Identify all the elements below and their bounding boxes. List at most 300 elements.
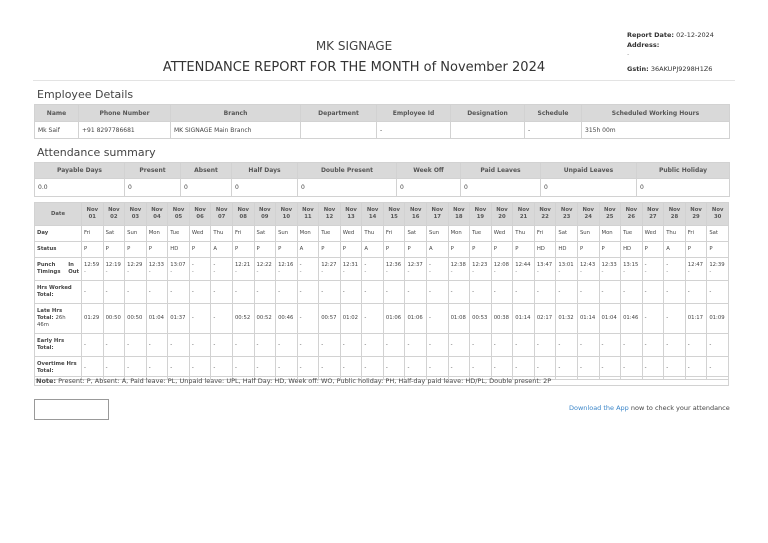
date-header: Nov 21 [513, 203, 535, 226]
attendance-value: - [429, 341, 431, 348]
attendance-cell [427, 258, 449, 281]
attendance-value: - [558, 364, 561, 371]
date-header: Nov 10 [276, 203, 298, 226]
attendance-value: - [191, 341, 194, 348]
attendance-value: - [515, 288, 518, 295]
summary-column-header: Unpaid Leaves [541, 163, 637, 179]
attendance-cell [664, 334, 686, 357]
attendance-value: 12:37 [407, 262, 423, 268]
attendance-value: Sat [407, 230, 417, 236]
attendance-value: 12:27 [321, 262, 337, 268]
attendance-value: - [191, 262, 194, 268]
date-header: Nov 16 [405, 203, 427, 226]
attendance-value: - [709, 364, 712, 371]
attendance-value: 01:02 [342, 315, 359, 321]
attendance-value: - [256, 341, 259, 348]
attendance-cell [642, 242, 664, 258]
attendance-cell [513, 258, 535, 281]
attendance-value: - [105, 364, 108, 371]
attendance-value: 12:47 [687, 262, 704, 268]
attendance-value: 00:57 [321, 315, 337, 321]
attendance-cell [383, 226, 405, 242]
attendance-cell [276, 242, 298, 258]
punch-out-value: - [148, 269, 151, 275]
punch-out-value: - [536, 269, 539, 275]
attendance-cell [82, 334, 104, 357]
row-label-text: Status [37, 246, 57, 252]
attendance-value: - [127, 364, 130, 371]
attendance-value: P [407, 246, 411, 252]
employee-column-header: Scheduled Working Hours [582, 105, 730, 122]
attendance-value: - [666, 315, 669, 321]
attendance-value: - [429, 364, 431, 371]
attendance-cell [621, 258, 643, 281]
attendance-value: - [127, 341, 130, 348]
attendance-cell [168, 242, 190, 258]
date-header: Nov 12 [319, 203, 341, 226]
attendance-value: - [429, 262, 431, 268]
punch-out-value: - [256, 269, 259, 275]
summary-cell: 0 [232, 179, 298, 197]
attendance-value: - [407, 288, 410, 295]
attendance-cell [599, 334, 621, 357]
download-app-prompt [569, 404, 730, 412]
employee-cell: MK SIGNAGE Main Branch [171, 122, 301, 139]
attendance-value: 12:19 [105, 262, 121, 268]
attendance-cell [125, 258, 147, 281]
row-label [35, 226, 82, 242]
attendance-value: - [213, 315, 216, 321]
date-header: Nov 27 [642, 203, 664, 226]
row-label-extra: 26h 46m [37, 315, 66, 328]
attendance-cell [685, 304, 707, 334]
attendance-value: - [579, 341, 582, 348]
summary-cell: 0 [125, 179, 181, 197]
attendance-cell [707, 281, 729, 304]
attendance-value: - [84, 341, 86, 348]
attendance-cell [146, 242, 168, 258]
attendance-cell [103, 281, 125, 304]
attendance-cell [448, 281, 470, 304]
attendance-cell [340, 304, 362, 334]
employee-cell [451, 122, 525, 139]
attendance-cell [685, 334, 707, 357]
attendance-cell [297, 242, 319, 258]
summary-section-title: Attendance summary [37, 146, 156, 159]
attendance-cell [513, 226, 535, 242]
attendance-value: P [450, 246, 454, 252]
attendance-value: Wed [644, 230, 657, 236]
attendance-value: Thu [364, 230, 375, 236]
attendance-value: - [515, 341, 518, 348]
attendance-cell [254, 334, 276, 357]
row-label-text: Late Hrs Total: [37, 308, 63, 321]
attendance-value: Sun [579, 230, 591, 236]
attendance-cell [340, 281, 362, 304]
attendance-cell [577, 334, 599, 357]
attendance-value: 12:22 [256, 262, 272, 268]
attendance-value: Sun [278, 230, 289, 236]
summary-column-header: Double Present [298, 163, 397, 179]
punch-out-value: - [127, 269, 130, 275]
attendance-value: - [407, 364, 410, 371]
date-header: Nov 17 [427, 203, 449, 226]
attendance-value: - [687, 341, 690, 348]
attendance-value: - [321, 364, 324, 371]
attendance-cell [82, 281, 104, 304]
attendance-cell [125, 334, 147, 357]
attendance-row [35, 304, 729, 334]
attendance-cell [599, 226, 621, 242]
attendance-value: A [299, 246, 304, 252]
punch-out-value: - [385, 269, 388, 275]
attendance-value: - [321, 341, 324, 348]
attendance-value: - [170, 364, 173, 371]
gstin-value: 36AKUPJ9298H1Z6 [650, 64, 713, 73]
employee-cell: - [377, 122, 451, 139]
punch-out-label: Out [68, 269, 79, 275]
attendance-cell [405, 334, 427, 357]
attendance-value: - [256, 288, 259, 295]
attendance-cell [189, 258, 211, 281]
attendance-cell [664, 281, 686, 304]
attendance-value: - [84, 288, 86, 295]
attendance-cell [103, 304, 125, 334]
attendance-value: - [429, 288, 431, 295]
summary-column-header: Paid Leaves [461, 163, 541, 179]
attendance-value: Tue [170, 230, 180, 236]
attendance-cell [491, 304, 513, 334]
attendance-value: - [191, 364, 194, 371]
attendance-cell [254, 226, 276, 242]
attendance-cell [470, 226, 492, 242]
attendance-cell [232, 242, 254, 258]
attendance-value: 13:07 [170, 262, 186, 268]
date-header: Nov 28 [664, 203, 686, 226]
attendance-cell [146, 281, 168, 304]
attendance-cell [427, 281, 449, 304]
attendance-value: Sat [558, 230, 568, 236]
summary-column-header: Week Off [397, 163, 461, 179]
summary-column-header: Half Days [232, 163, 298, 179]
attendance-cell [319, 258, 341, 281]
attendance-value: 12:59 [84, 262, 100, 268]
attendance-value: 01:04 [148, 315, 164, 321]
attendance-value: 00:52 [256, 315, 272, 321]
signature-box [34, 399, 109, 420]
company-name: MK SIGNAGE [315, 39, 393, 53]
attendance-cell [319, 334, 341, 357]
summary-column-header: Payable Days [35, 163, 125, 179]
note-text: Present: P, Absent: A, Paid leave: PL, Unpaid leave: UPL, Half Day: HD, Week off: WO, Public holiday: PH, Half-day paid leave: HD/PL, Double present: 2P [58, 377, 552, 385]
attendance-cell [254, 242, 276, 258]
attendance-value: - [278, 341, 280, 348]
attendance-cell [362, 258, 384, 281]
attendance-value: - [170, 288, 173, 295]
employee-column-header: Branch [171, 105, 301, 122]
attendance-cell [577, 304, 599, 334]
attendance-cell [82, 304, 104, 334]
employee-cell: Mk Saif [35, 122, 79, 139]
attendance-cell [232, 281, 254, 304]
attendance-value: Sun [127, 230, 138, 236]
employee-column-header: Phone Number [79, 105, 171, 122]
attendance-cell [642, 304, 664, 334]
punch-out-value: - [666, 269, 669, 275]
attendance-cell [362, 242, 384, 258]
row-label [35, 242, 82, 258]
attendance-cell [513, 242, 535, 258]
attendance-cell [276, 334, 298, 357]
attendance-value: 01:32 [558, 315, 574, 321]
attendance-cell [276, 281, 298, 304]
attendance-cell [254, 304, 276, 334]
report-title: ATTENDANCE REPORT FOR THE MONTH of November 2024 [162, 60, 546, 75]
attendance-cell [146, 226, 168, 242]
attendance-cell [642, 334, 664, 357]
attendance-cell [491, 334, 513, 357]
attendance-value: - [299, 341, 302, 348]
attendance-value: 01:09 [709, 315, 725, 321]
attendance-summary-table [34, 162, 730, 197]
date-header: Nov 18 [448, 203, 470, 226]
attendance-value: A [429, 246, 433, 252]
attendance-cell [621, 334, 643, 357]
attendance-value: - [299, 364, 302, 371]
attendance-cell [707, 242, 729, 258]
attendance-value: - [429, 315, 431, 321]
attendance-value: - [450, 341, 453, 348]
attendance-cell [470, 242, 492, 258]
attendance-cell [513, 334, 535, 357]
employee-column-header: Name [35, 105, 79, 122]
summary-cell: 0 [541, 179, 637, 197]
attendance-value: Sat [709, 230, 718, 236]
attendance-value: 12:43 [579, 262, 596, 268]
employee-section-title: Employee Details [37, 88, 134, 101]
attendance-value: P [84, 246, 88, 252]
row-label [35, 334, 82, 357]
attendance-cell [577, 226, 599, 242]
row-label-text: Early Hrs Total: [37, 338, 65, 351]
attendance-cell [599, 281, 621, 304]
attendance-cell [405, 281, 427, 304]
attendance-cell [362, 304, 384, 334]
attendance-cell [577, 281, 599, 304]
attendance-value: - [321, 288, 324, 295]
download-app-link[interactable]: Download the App [569, 404, 629, 412]
attendance-value: Thu [515, 230, 526, 236]
attendance-value: A [666, 246, 670, 252]
summary-cell: 0 [298, 179, 397, 197]
attendance-cell [707, 334, 729, 357]
attendance-value: 12:16 [278, 262, 294, 268]
punch-out-value: - [644, 269, 647, 275]
date-header: Nov 24 [577, 203, 599, 226]
attendance-cell [664, 242, 686, 258]
attendance-value: - [299, 262, 302, 268]
summary-column-header: Absent [181, 163, 232, 179]
attendance-value: P [601, 246, 605, 252]
report-meta [627, 31, 714, 74]
attendance-cell [556, 334, 578, 357]
attendance-cell [491, 258, 513, 281]
date-header: Nov 22 [534, 203, 556, 226]
attendance-value: Sat [105, 230, 115, 236]
attendance-cell [232, 304, 254, 334]
date-header: Nov 08 [232, 203, 254, 226]
attendance-cell [556, 258, 578, 281]
attendance-value: 12:21 [234, 262, 251, 268]
attendance-row [35, 334, 729, 357]
attendance-value: 12:44 [515, 262, 531, 268]
attendance-value: P [256, 246, 260, 252]
row-label-text: Hrs Worked Total: [37, 285, 72, 298]
punch-out-value: - [515, 269, 518, 275]
attendance-cell [642, 281, 664, 304]
attendance-value: - [687, 288, 690, 295]
attendance-value: - [407, 341, 410, 348]
attendance-value: - [148, 341, 151, 348]
attendance-value: 00:50 [127, 315, 143, 321]
attendance-cell [362, 334, 384, 357]
attendance-cell [577, 242, 599, 258]
attendance-cell [448, 258, 470, 281]
report-date-label: Report Date: [627, 31, 675, 39]
download-app-suffix: now to check your attendance [630, 404, 730, 412]
attendance-value: HD [536, 246, 545, 252]
attendance-value: - [278, 364, 280, 371]
attendance-value: - [256, 364, 259, 371]
attendance-value: 01:08 [450, 315, 466, 321]
attendance-value: Mon [601, 230, 613, 236]
attendance-cell [276, 304, 298, 334]
punch-out-value: - [472, 269, 475, 275]
attendance-value: - [364, 364, 367, 371]
punch-out-value: - [687, 269, 690, 275]
attendance-value: 01:17 [687, 315, 704, 321]
attendance-value: P [709, 246, 713, 252]
header-divider [33, 80, 735, 81]
attendance-cell [189, 242, 211, 258]
date-header: Nov 29 [685, 203, 707, 226]
attendance-value: - [644, 262, 647, 268]
punch-out-value: - [407, 269, 410, 275]
attendance-cell [685, 226, 707, 242]
attendance-value: - [148, 288, 151, 295]
attendance-cell [556, 226, 578, 242]
attendance-cell [534, 258, 556, 281]
attendance-cell [534, 334, 556, 357]
attendance-cell [146, 334, 168, 357]
attendance-value: 01:06 [385, 315, 402, 321]
attendance-value: - [450, 288, 453, 295]
punch-out-value: - [278, 269, 280, 275]
attendance-cell [621, 281, 643, 304]
attendance-cell [189, 281, 211, 304]
attendance-value: - [364, 341, 367, 348]
gstin-label: Gstin: [627, 64, 649, 73]
attendance-row [35, 281, 729, 304]
attendance-cell [189, 334, 211, 357]
punch-out-value: - [450, 269, 453, 275]
date-column-header: Date [35, 203, 82, 226]
attendance-cell [168, 281, 190, 304]
attendance-value: P [493, 246, 497, 252]
date-header: Nov 19 [470, 203, 492, 226]
attendance-cell [319, 304, 341, 334]
attendance-cell [103, 258, 125, 281]
summary-cell: 0 [181, 179, 232, 197]
attendance-cell [556, 281, 578, 304]
attendance-cell [599, 304, 621, 334]
attendance-cell [340, 258, 362, 281]
punch-out-value: - [84, 269, 86, 275]
attendance-value: - [536, 341, 539, 348]
date-header: Nov 25 [599, 203, 621, 226]
attendance-value: - [472, 341, 475, 348]
attendance-cell [125, 304, 147, 334]
attendance-cell [427, 334, 449, 357]
attendance-value: P [342, 246, 346, 252]
employee-cell: - [525, 122, 582, 139]
attendance-value: - [299, 288, 302, 295]
attendance-value: 12:08 [493, 262, 509, 268]
attendance-value: - [364, 288, 367, 295]
attendance-cell [707, 304, 729, 334]
date-header: Nov 20 [491, 203, 513, 226]
attendance-value: - [234, 288, 237, 295]
attendance-value: Fri [536, 230, 544, 236]
attendance-cell [491, 242, 513, 258]
attendance-cell [232, 258, 254, 281]
attendance-cell [427, 242, 449, 258]
attendance-cell [577, 258, 599, 281]
attendance-cell [276, 258, 298, 281]
summary-cell: 0.0 [35, 179, 125, 197]
punch-out-value: - [558, 269, 561, 275]
attendance-value: 00:46 [278, 315, 294, 321]
date-header: Nov 05 [168, 203, 190, 226]
employee-cell: 315h 00m [582, 122, 730, 139]
address-label: Address: [627, 40, 660, 49]
attendance-cell [513, 281, 535, 304]
attendance-cell [491, 281, 513, 304]
attendance-value: 00:38 [493, 315, 509, 321]
attendance-row [35, 242, 729, 258]
attendance-value: - [579, 364, 582, 371]
attendance-cell [340, 226, 362, 242]
daily-attendance-table [34, 202, 729, 380]
date-header: Nov 09 [254, 203, 276, 226]
attendance-value: - [472, 288, 475, 295]
attendance-value: 13:01 [558, 262, 574, 268]
attendance-value: 13:15 [623, 262, 639, 268]
attendance-cell [621, 226, 643, 242]
attendance-value: - [148, 364, 151, 371]
attendance-value: 13:47 [536, 262, 553, 268]
attendance-value: - [191, 315, 194, 321]
attendance-value: 01:06 [407, 315, 423, 321]
attendance-cell [405, 226, 427, 242]
attendance-value: P [234, 246, 239, 252]
attendance-cell [599, 242, 621, 258]
punch-out-value: - [191, 269, 194, 275]
attendance-value: - [493, 288, 496, 295]
attendance-value: HD [170, 246, 179, 252]
attendance-value: P [687, 246, 691, 252]
attendance-value: - [579, 288, 582, 295]
